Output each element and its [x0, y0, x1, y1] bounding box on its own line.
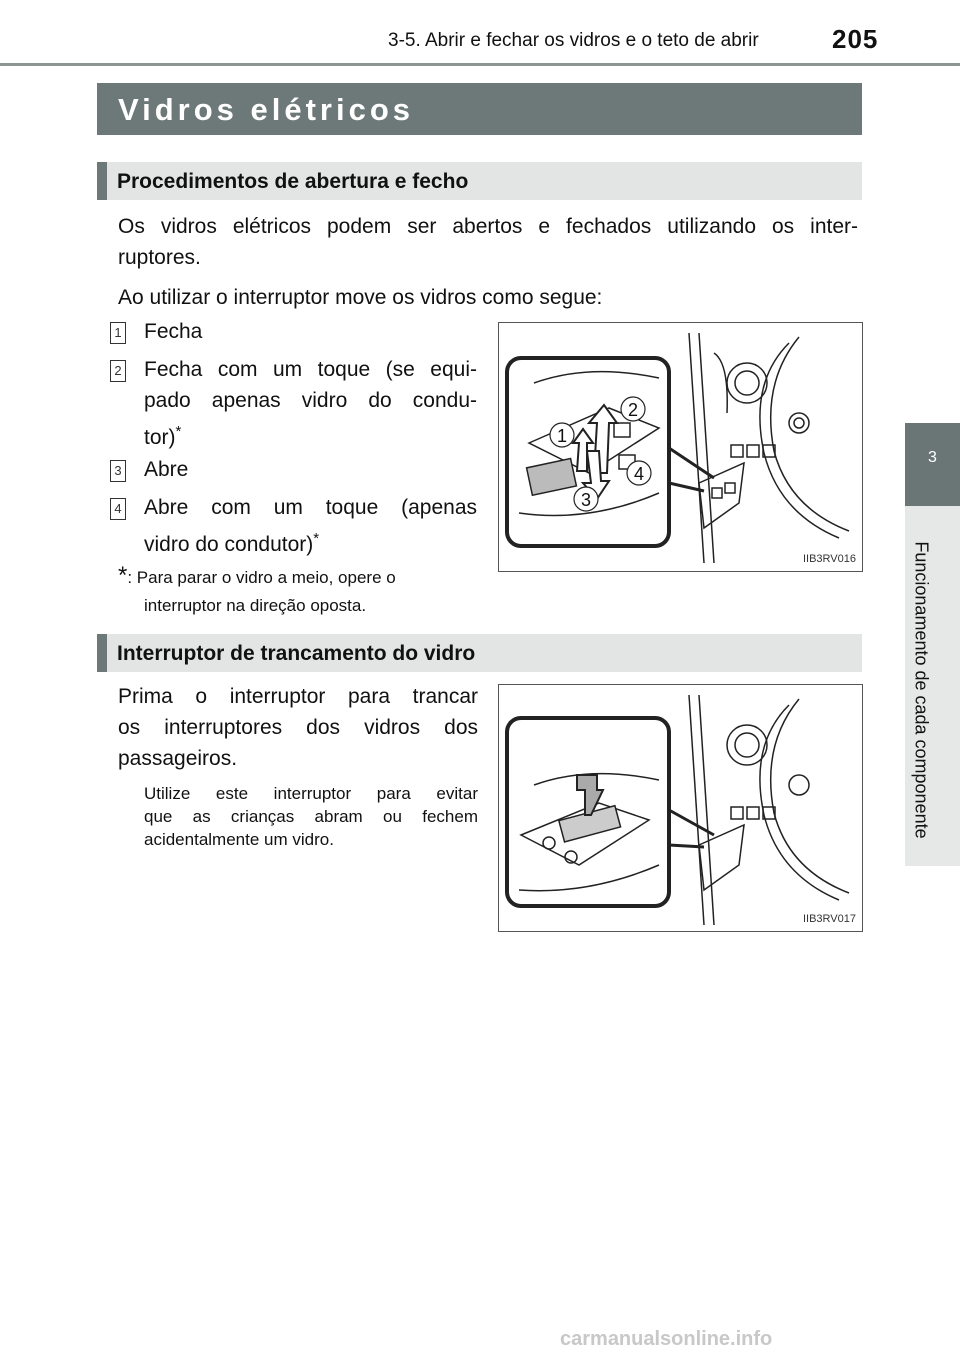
chapter-tab	[905, 423, 960, 506]
page-title: Vidros elétricos	[118, 92, 415, 127]
figure-lock-switch	[498, 684, 863, 932]
section-heading: Interruptor de trancamento do vidro	[117, 642, 476, 665]
callout-3: 3	[581, 490, 592, 510]
watermark: carmanualsonline.info	[560, 1328, 773, 1350]
list-item-text-tail: tor)	[144, 426, 176, 449]
callout-2: 2	[628, 400, 639, 420]
paragraph-line: passageiros.	[118, 747, 238, 770]
chapter-number: 3	[928, 449, 937, 466]
list-item-text	[144, 523, 319, 561]
footnote-line: : Para parar o vidro a meio, opere o	[127, 568, 396, 587]
item-number: 2	[110, 360, 126, 382]
running-header-section: 3-5. Abrir e fechar os vidros e o teto de abrir	[388, 30, 759, 51]
figure-code: IIB3RV016	[802, 553, 856, 565]
note-line: acidentalmente um vidro.	[144, 830, 334, 849]
note-line: que as crianças abram ou fechem	[144, 807, 478, 826]
asterisk: *	[175, 423, 182, 440]
list-item-text: Fecha	[144, 320, 203, 343]
footnote-line: interruptor na direção oposta.	[144, 596, 367, 615]
paragraph-line: os interruptores dos vidros dos	[118, 716, 478, 739]
callout-1: 1	[557, 426, 568, 446]
footnote	[118, 562, 396, 589]
callout-4: 4	[634, 464, 645, 484]
section-heading: Procedimentos de abertura e fecho	[117, 170, 469, 193]
asterisk: *	[313, 530, 320, 547]
item-number: 1	[110, 322, 126, 344]
note-line: Utilize este interruptor para evitar	[144, 784, 478, 803]
footnote-star: *	[118, 562, 128, 589]
paragraph-line: Os vidros elétricos podem ser abertos e fechados utilizando os inter-	[118, 215, 858, 238]
list-item-text: pado apenas vidro do condu-	[144, 389, 477, 412]
header-rule	[0, 63, 960, 66]
figure-code: IIB3RV017	[802, 913, 856, 925]
list-item	[110, 360, 126, 382]
list-item-text: Abre com um toque (apenas	[144, 496, 477, 519]
page-number: 205	[832, 24, 879, 54]
paragraph: Ao utilizar o interruptor move os vidros como segue:	[118, 286, 603, 309]
item-number: 3	[110, 460, 126, 482]
list-item-text: Fecha com um toque (se equi-	[144, 358, 477, 381]
list-item-text-tail: vidro do condutor)	[144, 533, 314, 556]
list-item-text: Abre	[144, 458, 189, 481]
list-item	[110, 498, 126, 520]
paragraph-line: ruptores.	[118, 246, 201, 269]
list-item-text	[144, 416, 181, 454]
window-switch-illustration	[499, 323, 862, 571]
item-number: 4	[110, 498, 126, 520]
list-item	[110, 322, 126, 344]
paragraph-line: Prima o interruptor para trancar	[118, 685, 478, 708]
lock-switch-illustration	[499, 685, 862, 931]
chapter-label: Funcionamento de cada componente	[911, 541, 932, 839]
list-item	[110, 460, 126, 482]
figure-window-switch	[498, 322, 863, 572]
